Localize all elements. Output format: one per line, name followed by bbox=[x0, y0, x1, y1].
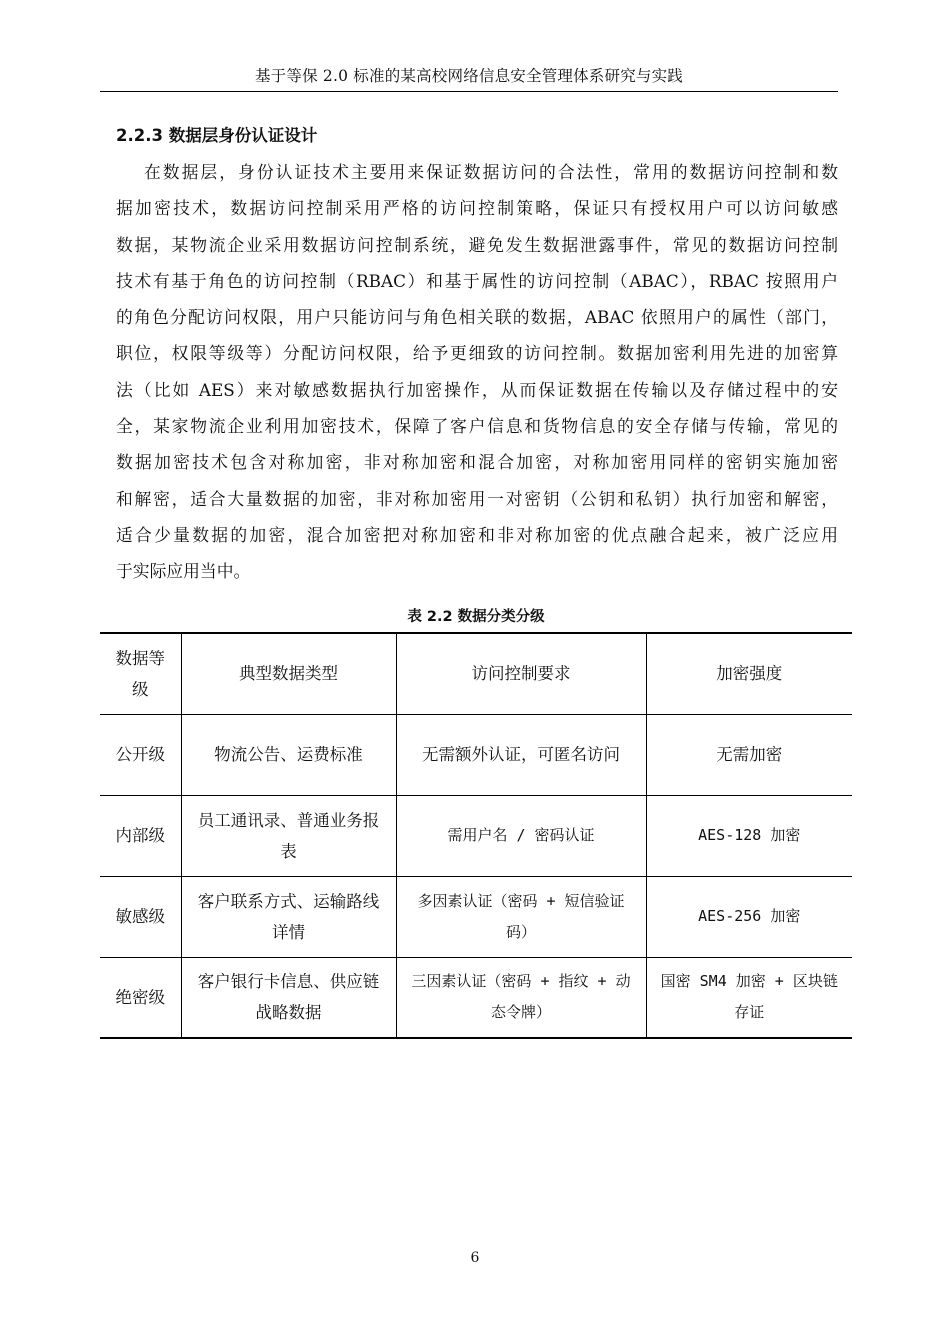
cell-encryption: AES-256 加密 bbox=[646, 876, 852, 957]
cell-data-type: 客户联系方式、运输路线详情 bbox=[181, 876, 396, 957]
header-cell-data-type: 典型数据类型 bbox=[181, 633, 396, 714]
table-caption: 表 2.2 数据分类分级 bbox=[407, 609, 545, 625]
cell-data-type: 客户银行卡信息、供应链战略数据 bbox=[181, 957, 396, 1038]
table-row bbox=[100, 714, 852, 795]
cell-level: 敏感级 bbox=[100, 876, 181, 957]
cell-level: 公开级 bbox=[100, 714, 181, 795]
paragraph-line: 和解密，适合大量数据的加密，非对称加密用一对密钥（公钥和私钥）执行加密和解密， bbox=[116, 488, 838, 509]
cell-encryption: AES-128 加密 bbox=[646, 795, 852, 876]
paragraph-line: 职位，权限等级等）分配访问权限，给予更细致的访问控制。数据加密利用先进的加密算 bbox=[116, 343, 838, 364]
table-header-row bbox=[100, 633, 852, 714]
table-row bbox=[100, 795, 852, 876]
paragraph-line: 全，某家物流企业利用加密技术，保障了客户信息和货物信息的安全存储与传输，常见的 bbox=[116, 416, 838, 437]
cell-level: 内部级 bbox=[100, 795, 181, 876]
page-number: 6 bbox=[470, 1250, 480, 1266]
data-classification-table bbox=[100, 632, 852, 1039]
header-cell-access-control: 访问控制要求 bbox=[396, 633, 646, 714]
paragraph-line: 适合少量数据的加密，混合加密把对称加密和非对称加密的优点融合起来，被广泛应用 bbox=[116, 524, 838, 545]
table-row bbox=[100, 876, 852, 957]
paragraph-line: 于实际应用当中。 bbox=[116, 561, 251, 582]
paragraph-line: 据加密技术，数据访问控制采用严格的访问控制策略，保证只有授权用户可以访问敏感 bbox=[116, 198, 838, 219]
paragraph-line: 法（比如 AES）来对敏感数据执行加密操作，从而保证数据在传输以及存储过程中的安 bbox=[116, 379, 838, 400]
paragraph-line: 技术有基于角色的访问控制（RBAC）和基于属性的访问控制（ABAC），RBAC 按照用户 bbox=[116, 270, 838, 291]
paragraph-line: 数据加密技术包含对称加密，非对称加密和混合加密，对称加密用同样的密钥实施加密 bbox=[116, 452, 838, 473]
cell-level: 绝密级 bbox=[100, 957, 181, 1038]
section-heading: 2.2.3 数据层身份认证设计 bbox=[116, 126, 318, 145]
header-cell-level: 数据等级 bbox=[100, 633, 181, 714]
cell-data-type: 物流公告、运费标准 bbox=[181, 714, 396, 795]
cell-encryption: 无需加密 bbox=[646, 714, 852, 795]
body-paragraph bbox=[116, 154, 838, 590]
cell-data-type: 员工通讯录、普通业务报表 bbox=[181, 795, 396, 876]
cell-access-control: 三因素认证（密码 + 指纹 + 动态令牌） bbox=[396, 957, 646, 1038]
paragraph-line: 的角色分配访问权限，用户只能访问与角色相关联的数据，ABAC 依照用户的属性（部门， bbox=[116, 307, 838, 328]
cell-encryption: 国密 SM4 加密 + 区块链存证 bbox=[646, 957, 852, 1038]
cell-access-control: 无需额外认证，可匿名访问 bbox=[396, 714, 646, 795]
running-header: 基于等保 2.0 标准的某高校网络信息安全管理体系研究与实践 bbox=[254, 67, 683, 85]
header-rule bbox=[100, 91, 838, 92]
paragraph-line: 数据，某物流企业采用数据访问控制系统，避免发生数据泄露事件，常见的数据访问控制 bbox=[116, 234, 838, 255]
paragraph-line: 在数据层，身份认证技术主要用来保证数据访问的合法性，常用的数据访问控制和数 bbox=[144, 162, 838, 182]
table-row bbox=[100, 957, 852, 1038]
cell-access-control: 多因素认证（密码 + 短信验证码） bbox=[396, 876, 646, 957]
header-cell-encryption: 加密强度 bbox=[646, 633, 852, 714]
cell-access-control: 需用户名 / 密码认证 bbox=[396, 795, 646, 876]
